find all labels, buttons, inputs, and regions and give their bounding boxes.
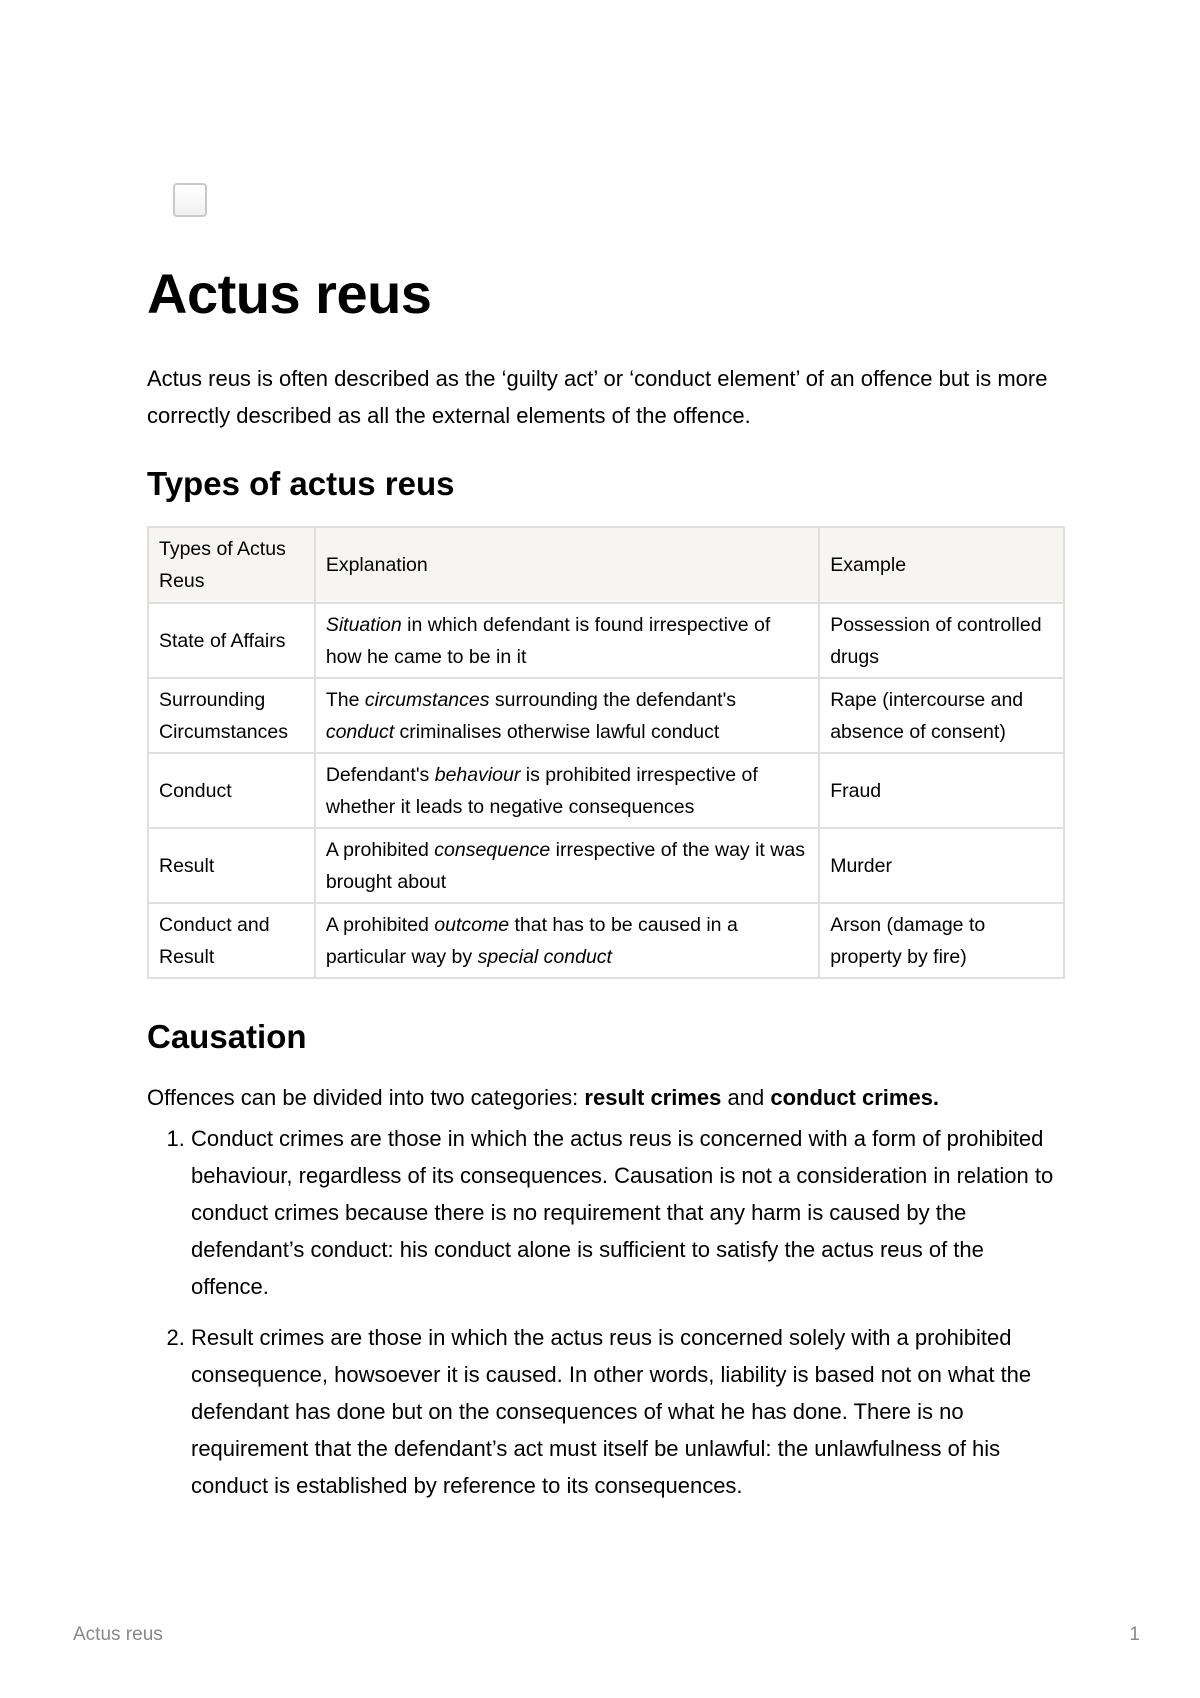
causation-list bbox=[147, 1120, 1065, 1504]
example-cell: Murder bbox=[819, 828, 1064, 903]
type-cell: Result bbox=[148, 828, 315, 903]
page-number: 1 bbox=[1129, 1624, 1140, 1645]
table-header-cell: Example bbox=[819, 527, 1064, 603]
table-row bbox=[148, 753, 1064, 828]
example-cell: Possession of controlled drugs bbox=[819, 603, 1064, 678]
page-title: Actus reus bbox=[147, 262, 432, 325]
document-content bbox=[147, 258, 1065, 1518]
explanation-cell: A prohibited outcome that has to be caused in a particular way by special conduct bbox=[315, 903, 819, 978]
table-header-row bbox=[148, 527, 1064, 603]
page-icon bbox=[173, 183, 207, 217]
type-cell: Conduct bbox=[148, 753, 315, 828]
table-row bbox=[148, 678, 1064, 753]
causation-heading: Causation bbox=[147, 1018, 307, 1055]
type-cell: Surrounding Circumstances bbox=[148, 678, 315, 753]
type-cell: Conduct and Result bbox=[148, 903, 315, 978]
types-table bbox=[147, 526, 1065, 979]
intro-paragraph: Actus reus is often described as the ‘guilty act’ or ‘conduct element’ of an offence but is more correctly described as all the external elements of the offence. bbox=[147, 366, 1048, 428]
list-item: 1. Conduct crimes are those in which the actus reus is concerned with a form of prohibited behaviour, regardless of its consequences. Causation is not a consideration in relation to conduct crimes because there is no requirement that any harm is caused by the defendant’s conduct: his conduct alone is sufficient to satisfy the actus reus of the offence. bbox=[191, 1120, 1065, 1305]
explanation-cell: The circumstances surrounding the defendant's conduct criminalises otherwise lawful conduct bbox=[315, 678, 819, 753]
table-row bbox=[148, 828, 1064, 903]
example-cell: Fraud bbox=[819, 753, 1064, 828]
list-item: 2. Result crimes are those in which the actus reus is concerned solely with a prohibited consequence, howsoever it is caused. In other words, liability is based not on what the defendant has done but on the consequences of what he has done. There is no requirement that the defendant’s act must itself be unlawful: the unlawfulness of his conduct is established by reference to its consequences. bbox=[191, 1319, 1065, 1504]
table-header-cell: Types of Actus Reus bbox=[148, 527, 315, 603]
explanation-cell: Situation in which defendant is found irrespective of how he came to be in it bbox=[315, 603, 819, 678]
footer-title: Actus reus bbox=[73, 1624, 163, 1645]
table-row bbox=[148, 603, 1064, 678]
type-cell: State of Affairs bbox=[148, 603, 315, 678]
types-heading: Types of actus reus bbox=[147, 465, 455, 502]
causation-intro: Offences can be divided into two categories: result crimes and conduct crimes. bbox=[147, 1085, 940, 1110]
explanation-cell: A prohibited consequence irrespective of the way it was brought about bbox=[315, 828, 819, 903]
example-cell: Rape (intercourse and absence of consent) bbox=[819, 678, 1064, 753]
table-header-cell: Explanation bbox=[315, 527, 819, 603]
example-cell: Arson (damage to property by fire) bbox=[819, 903, 1064, 978]
table-row bbox=[148, 903, 1064, 978]
explanation-cell: Defendant's behaviour is prohibited irrespective of whether it leads to negative consequences bbox=[315, 753, 819, 828]
